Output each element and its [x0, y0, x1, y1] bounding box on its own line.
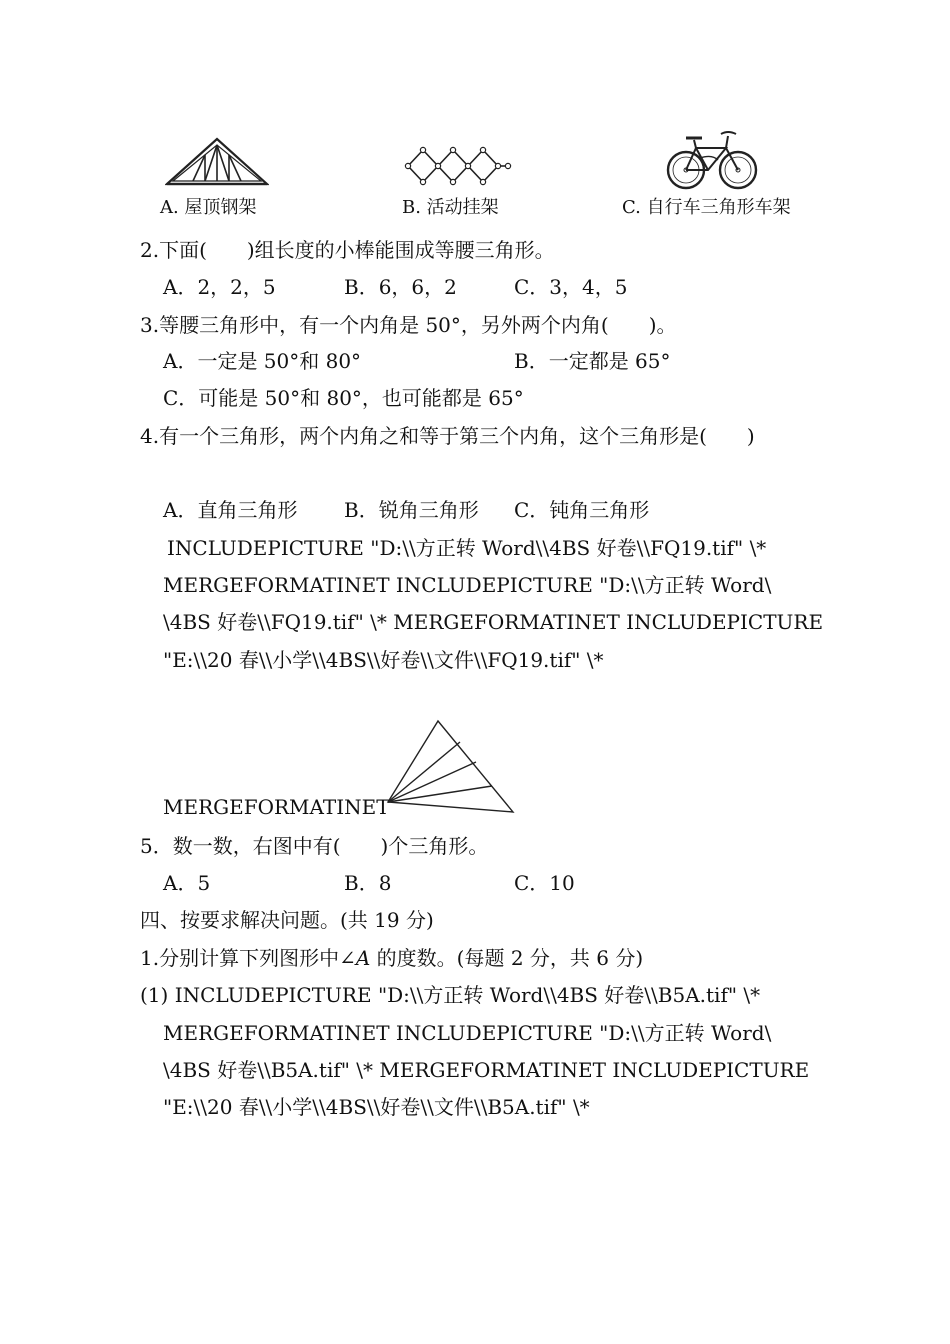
sub-question-line: "E:\\20 春\\小学\\4BS\\好卷\\文件\\B5A.tif" \*: [163, 1095, 590, 1119]
q2-option-a: A．2，2，5: [163, 275, 276, 299]
figure-caption-b: B. 活动挂架: [402, 197, 499, 218]
q1-stem-pre: 1.分别计算下列图形中∠: [140, 946, 356, 970]
q5-stem: 5．数一数，右图中有( )个三角形。: [140, 834, 489, 858]
q2-stem: 2.下面( )组长度的小棒能围成等腰三角形。: [140, 238, 555, 262]
section4-q1-stem: [140, 946, 643, 970]
roof-truss-figure: [165, 136, 269, 188]
bicycle-figure: [666, 126, 758, 192]
field-code-line: "E:\\20 春\\小学\\4BS\\好卷\\文件\\FQ19.tif" \*: [163, 648, 604, 672]
field-code-line: MERGEFORMATINET: [163, 795, 390, 819]
field-code-line: MERGEFORMATINET INCLUDEPICTURE "D:\\方正转 Word\: [163, 573, 772, 597]
field-code-line: \4BS 好卷\\FQ19.tif" \* MERGEFORMATINET INCLUDEPICTURE: [163, 610, 824, 634]
q3-option-b: B．一定都是 65°: [514, 349, 671, 373]
q2-option-b: B．6，6，2: [344, 275, 457, 299]
sub-question-line: \4BS 好卷\\B5A.tif" \* MERGEFORMATINET INCLUDEPICTURE: [163, 1058, 810, 1082]
sub-question-line: MERGEFORMATINET INCLUDEPICTURE "D:\\方正转 Word\: [163, 1021, 772, 1045]
q5-option-b: B．8: [344, 871, 392, 895]
q4-option-b: B．锐角三角形: [344, 498, 479, 522]
hanging-rack-figure: [404, 144, 512, 188]
q4-option-a: A．直角三角形: [163, 498, 298, 522]
figure-caption-a: A. 屋顶钢架: [160, 197, 257, 218]
q3-stem: 3.等腰三角形中，有一个内角是 50°，另外两个内角( )。: [140, 313, 677, 337]
triangle-count-figure: [384, 718, 518, 816]
q5-option-c: C．10: [514, 871, 575, 895]
field-code-line: INCLUDEPICTURE "D:\\方正转 Word\\4BS 好卷\\FQ19.tif" \*: [167, 536, 767, 560]
q4-stem: 4.有一个三角形，两个内角之和等于第三个内角，这个三角形是( ): [140, 424, 755, 448]
figure-caption-c: C. 自行车三角形车架: [622, 197, 791, 218]
q2-option-c: C．3，4，5: [514, 275, 628, 299]
section-heading: 四、按要求解决问题。(共 19 分): [140, 908, 434, 932]
q3-option-c: C．可能是 50°和 80°，也可能都是 65°: [163, 386, 524, 410]
q4-option-c: C．钝角三角形: [514, 498, 650, 522]
q5-option-a: A．5: [163, 871, 211, 895]
q1-stem-post: 的度数。(每题 2 分，共 6 分): [370, 946, 644, 970]
sub-question-line: (1) INCLUDEPICTURE "D:\\方正转 Word\\4BS 好卷\\B5A.tif" \*: [140, 983, 761, 1007]
angle-variable: A: [355, 946, 371, 970]
q3-option-a: A．一定是 50°和 80°: [163, 349, 362, 373]
